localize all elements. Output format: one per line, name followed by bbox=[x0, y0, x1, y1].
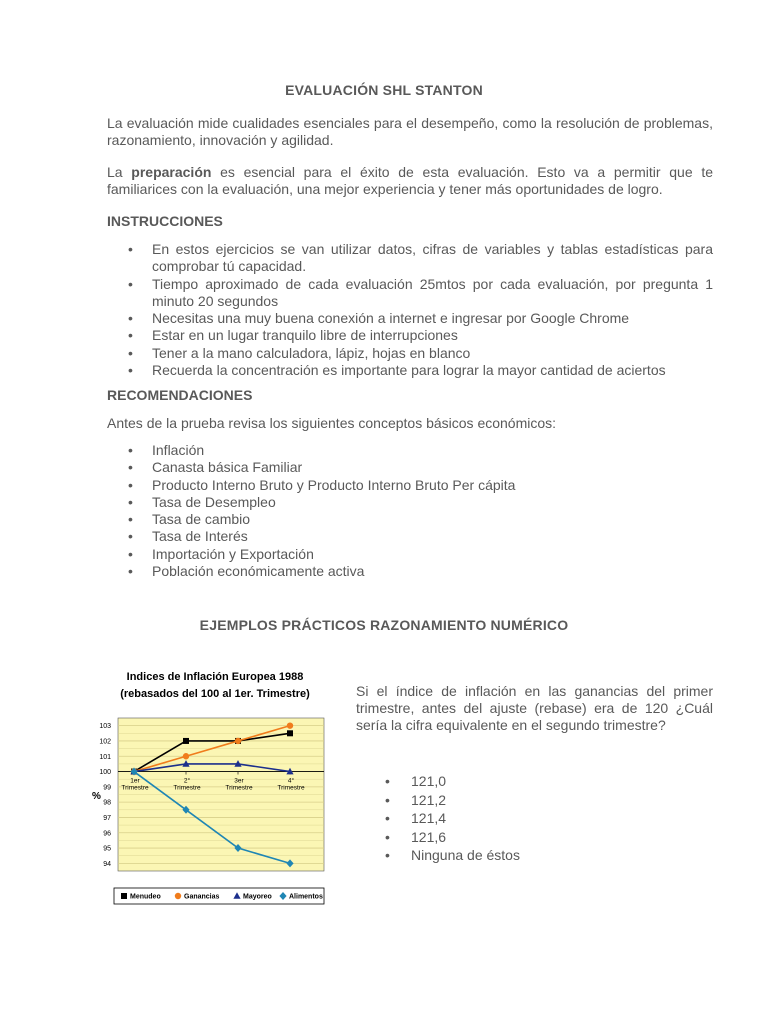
chart-y-tick-label: 97 bbox=[103, 814, 111, 822]
instructions-list bbox=[107, 241, 713, 379]
answer-option: • 121,0 bbox=[385, 772, 520, 791]
instruction-item: • Tener a la mano calculadora, lápiz, hojas en blanco bbox=[107, 345, 713, 362]
recommendations-heading: RECOMENDACIONES bbox=[107, 387, 253, 403]
chart-y-tick-label: 98 bbox=[103, 799, 111, 807]
chart-y-tick-label: 95 bbox=[103, 845, 111, 853]
preparation-paragraph bbox=[107, 164, 713, 198]
answer-option: • 121,2 bbox=[385, 791, 520, 810]
recommendations-intro: Antes de la prueba revisa los siguientes conceptos básicos económicos: bbox=[107, 415, 557, 431]
chart-x-tick-label: Trimestre bbox=[225, 784, 253, 792]
data-point-ganancias bbox=[183, 753, 189, 759]
legend-label: Ganancias bbox=[184, 893, 220, 901]
chart-x-tick-label: 3er bbox=[234, 777, 244, 785]
legend-label: Mayoreo bbox=[243, 893, 272, 901]
chart-y-tick-label: 103 bbox=[99, 723, 111, 731]
data-point-menudeo bbox=[183, 738, 189, 744]
instructions-heading: INSTRUCCIONES bbox=[107, 213, 223, 229]
instruction-item: • Necesitas una muy buena conexión a internet e ingresar por Google Chrome bbox=[107, 310, 713, 327]
data-point-menudeo bbox=[287, 730, 293, 736]
concept-item: • Tasa de Interés bbox=[107, 528, 713, 545]
examples-heading: EJEMPLOS PRÁCTICOS RAZONAMIENTO NUMÉRICO bbox=[199, 617, 569, 633]
chart-y-ticks bbox=[99, 723, 111, 868]
chart-subtitle: (rebasados del 100 al 1er. Trimestre) bbox=[120, 688, 310, 700]
chart-y-tick-label: 99 bbox=[103, 784, 111, 792]
chart-y-tick-label: 100 bbox=[99, 769, 111, 777]
answer-option: • 121,4 bbox=[385, 809, 520, 828]
chart-y-tick-label: 94 bbox=[103, 860, 111, 868]
concept-item: • Tasa de cambio bbox=[107, 511, 713, 528]
intro-paragraph: La evaluación mide cualidades esenciales para el desempeño, como la resolución de problemas, razonamiento, innovación y agilidad. bbox=[107, 115, 713, 148]
legend-label: Menudeo bbox=[130, 893, 161, 901]
chart-x-tick-label: 4° bbox=[287, 777, 295, 785]
prep-rest: es esencial para el éxito de esta evaluación. Esto va a permitir que te familiarices con la evaluación, una mejor experiencia y tener más oportunidades de logro. bbox=[107, 164, 713, 197]
legend-marker-ganancias bbox=[175, 893, 181, 899]
chart-x-tick-label: Trimestre bbox=[121, 784, 149, 792]
chart-x-tick-label: Trimestre bbox=[173, 784, 201, 792]
instruction-item: • Estar en un lugar tranquilo libre de interrupciones bbox=[107, 327, 713, 344]
concept-item: • Producto Interno Bruto y Producto Interno Bruto Per cápita bbox=[107, 477, 713, 494]
concept-item: • Tasa de Desempleo bbox=[107, 494, 713, 511]
chart-x-tick-label: Trimestre bbox=[277, 784, 305, 792]
chart-y-tick-label: 96 bbox=[103, 830, 111, 838]
concept-item: • Población económicamente activa bbox=[107, 563, 713, 580]
answer-option: • 121,6 bbox=[385, 828, 520, 847]
chart-x-tick-label: 2° bbox=[183, 777, 191, 785]
chart-y-tick-label: 102 bbox=[99, 738, 111, 746]
concept-item: • Canasta básica Familiar bbox=[107, 459, 713, 476]
chart-title: Indices de Inflación Europea 1988 bbox=[126, 671, 304, 683]
legend-label: Alimentos bbox=[289, 893, 323, 901]
answer-option: • Ninguna de éstos bbox=[385, 846, 520, 865]
chart-y-axis-label: % bbox=[92, 791, 101, 802]
answer-options bbox=[385, 772, 520, 865]
data-point-ganancias bbox=[287, 722, 293, 728]
instruction-item: • Tiempo aproximado de cada evaluación 25mtos por cada evaluación, por pregunta 1 minuto 20 segundos bbox=[107, 276, 713, 311]
inflation-chart bbox=[84, 664, 334, 912]
chart-x-tick-label: 1er bbox=[130, 777, 140, 785]
concept-item: • Inflación bbox=[107, 442, 713, 459]
legend-marker-menudeo bbox=[121, 893, 127, 899]
data-point-ganancias bbox=[235, 738, 241, 744]
prep-bold: preparación bbox=[131, 164, 212, 180]
concept-item: • Importación y Exportación bbox=[107, 546, 713, 563]
instruction-item: • Recuerda la concentración es importante para lograr la mayor cantidad de aciertos bbox=[107, 362, 713, 379]
concepts-list bbox=[107, 442, 713, 580]
question-text: Si el índice de inflación en las ganancias del primer trimestre, antes del ajuste (rebase) era de 120 ¿Cuál sería la cifra equivalente en el segundo trimestre? bbox=[356, 683, 713, 733]
chart-y-tick-label: 101 bbox=[99, 753, 111, 761]
instruction-item: • En estos ejercicios se van utilizar datos, cifras de variables y tablas estadísticas para comprobar tú capacidad. bbox=[107, 241, 713, 276]
chart-legend bbox=[114, 888, 324, 904]
prep-prefix: La bbox=[107, 164, 132, 180]
document-title: EVALUACIÓN SHL STANTON bbox=[285, 82, 483, 98]
